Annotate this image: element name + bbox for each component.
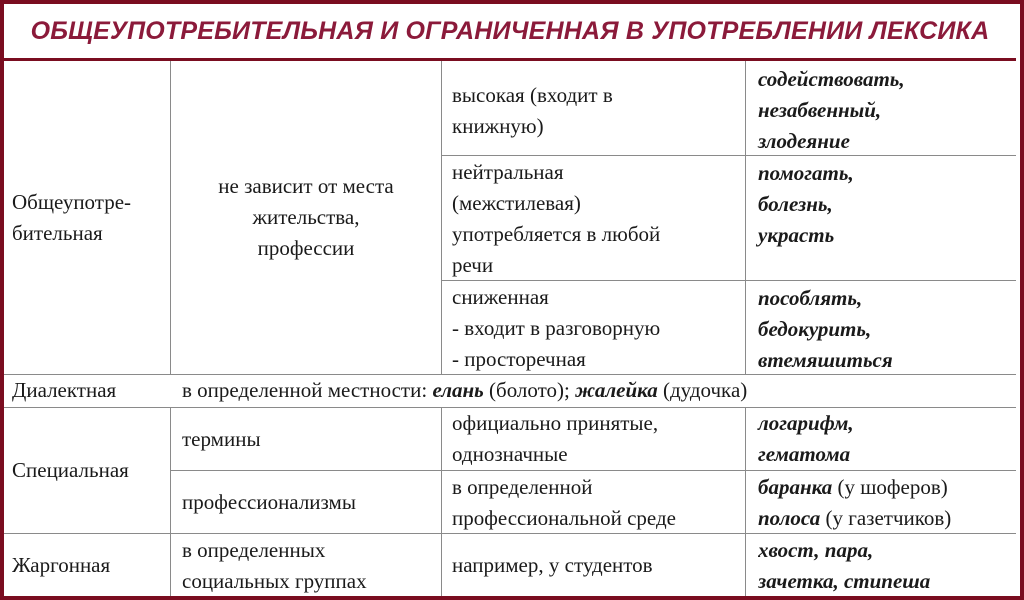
subtype-neutral (452, 157, 742, 281)
special-terms-description (452, 408, 742, 470)
jargon-where: например, у студентов (452, 553, 653, 577)
examples-high (758, 64, 1013, 157)
grid-line (441, 407, 442, 596)
subtype-line: книжную) (452, 114, 544, 138)
subtype-line: сниженная (452, 285, 549, 309)
grid-line (745, 407, 746, 596)
example-word: гематома (758, 442, 851, 466)
example-word: незабвенный, (758, 98, 882, 122)
example-word: содействовать, (758, 67, 905, 91)
category-jargon: Жаргонная (12, 553, 111, 577)
jargon-description (182, 535, 440, 596)
example-word: пособлять, (758, 286, 863, 310)
description-line: профессии (257, 236, 355, 260)
example-word: хвост, пара, (758, 538, 874, 562)
category-common (4, 61, 170, 374)
example-word: жалейка (575, 378, 658, 402)
special-terms-label: термины (182, 427, 261, 451)
examples-terms (758, 408, 1013, 470)
example-word: втемяшиться (758, 348, 893, 372)
subtype-line: - просторечная (452, 347, 586, 371)
description-line: однозначные (452, 442, 568, 466)
subtype-high (452, 80, 742, 142)
page-title: ОБЩЕУПОТРЕБИТЕЛЬНАЯ И ОГРАНИЧЕННАЯ В УПОТРЕБЛЕНИИ ЛЕКСИКА (4, 4, 1016, 58)
examples-reduced (758, 283, 1013, 376)
example-note: (у шоферов) (832, 475, 948, 499)
example-word: украсть (758, 223, 835, 247)
description-line: профессиональной среде (452, 506, 676, 530)
subtype-line: высокая (входит в (452, 83, 613, 107)
grid-line (745, 61, 746, 374)
dialect-description (171, 375, 1016, 407)
category-special: Специальная (12, 458, 129, 482)
common-description (171, 61, 441, 374)
subtype-reduced (452, 282, 742, 375)
description-line: социальных группах (182, 569, 367, 593)
subtype-line: речи (452, 253, 494, 277)
description-line: жительства, (252, 205, 360, 229)
dialect-text: в определенной местности: (182, 378, 433, 402)
example-word: зачетка, стипеша (758, 569, 931, 593)
category-label-line: бительная (12, 220, 103, 245)
example-word: баранка (758, 475, 833, 499)
example-word: елань (432, 378, 484, 402)
example-word: логарифм, (758, 411, 854, 435)
description-line: не зависит от места (218, 174, 394, 198)
description-line: в определенной (452, 475, 593, 499)
example-word: помогать, (758, 161, 854, 185)
example-word: бедокурить, (758, 317, 872, 341)
description-line: официально принятые, (452, 411, 659, 435)
special-prof-label: профессионализмы (182, 490, 356, 514)
description-line: в определенных (182, 538, 326, 562)
example-word: полоса (758, 506, 821, 530)
example-word: злодеяние (758, 129, 850, 153)
subtype-line: употребляется в любой (452, 222, 661, 246)
special-prof-description (452, 472, 744, 534)
category-dialect: Диалектная (12, 378, 117, 402)
category-label-line: Общеупотре- (12, 189, 132, 214)
examples-prof (758, 472, 1015, 534)
grid-line (441, 61, 442, 374)
example-note: (у газетчиков) (820, 506, 952, 530)
examples-jargon (758, 535, 1015, 596)
subtype-line: (межстилевая) (452, 191, 581, 215)
grid-line (170, 470, 1016, 471)
dialect-text: (дудочка) (657, 378, 748, 402)
dialect-text: (болото); (483, 378, 576, 402)
grid-line (170, 407, 171, 596)
subtype-line: - входит в разговорную (452, 316, 661, 340)
example-word: болезнь, (758, 192, 833, 216)
examples-neutral (758, 158, 1013, 251)
subtype-line: нейтральная (452, 160, 564, 184)
